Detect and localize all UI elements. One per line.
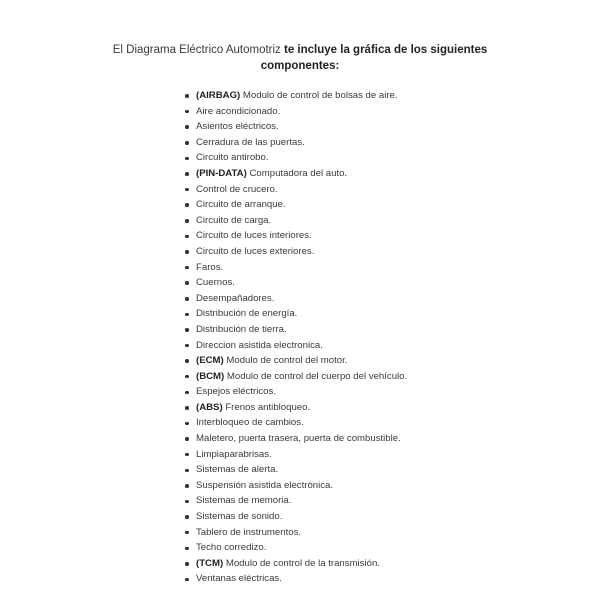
component-list-item	[183, 260, 407, 276]
component-list-item	[183, 135, 407, 151]
component-list-item	[183, 478, 407, 494]
bullet-icon	[185, 110, 189, 114]
component-code: (AIRBAG)	[196, 90, 241, 101]
bullet-icon	[185, 157, 189, 161]
bullet-icon	[185, 359, 189, 363]
component-name: Circuito de luces interiores.	[196, 230, 312, 242]
component-list-item	[183, 228, 407, 244]
bullet-icon	[185, 547, 189, 551]
component-code: (ECM)	[196, 355, 224, 367]
bullet-icon	[185, 94, 189, 98]
bullet-icon	[185, 235, 189, 239]
component-list-item	[183, 353, 407, 369]
bullet-icon	[185, 375, 189, 379]
bullet-icon	[185, 484, 189, 488]
bullet-icon	[185, 281, 189, 285]
bullet-icon	[185, 172, 189, 176]
component-name: Modulo de control de la transmisión.	[223, 557, 380, 569]
component-list-item	[183, 525, 407, 541]
bullet-icon	[185, 203, 189, 207]
component-name: Frenos antibloqueo.	[222, 401, 311, 413]
component-name: Ventanas eléctricas.	[196, 573, 282, 585]
component-list-item	[183, 400, 407, 416]
component-list-item	[183, 182, 407, 198]
component-code: (ABS)	[196, 401, 223, 413]
bullet-icon	[185, 531, 189, 535]
component-list-item	[183, 322, 407, 338]
component-name: Modulo de control del cuerpo del vehículo.	[224, 370, 408, 382]
bullet-icon	[185, 562, 189, 566]
component-name: Sistemas de memoria.	[196, 495, 292, 507]
component-list-item	[183, 384, 407, 400]
component-list-item	[183, 166, 407, 182]
component-name: Circuito de arranque.	[196, 199, 286, 211]
bullet-icon	[185, 266, 189, 270]
bullet-icon	[185, 313, 189, 317]
bullet-icon	[185, 297, 189, 301]
component-name: Techo corredizo.	[196, 542, 267, 554]
bullet-icon	[185, 515, 189, 519]
component-list-item	[183, 462, 407, 478]
bullet-icon	[185, 125, 189, 129]
component-list-item	[183, 291, 407, 307]
intro-heading	[90, 42, 510, 74]
bullet-icon	[185, 219, 189, 223]
component-list-item	[183, 338, 407, 354]
component-list-item	[183, 540, 407, 556]
component-name: Desempañadores.	[196, 292, 275, 304]
component-name: Limpiaparabrisas.	[196, 448, 272, 460]
component-name: Distribución de tierra.	[196, 323, 287, 335]
bullet-icon	[185, 188, 189, 192]
component-list-item	[183, 556, 407, 572]
bullet-icon	[185, 344, 189, 348]
bullet-icon	[185, 437, 189, 441]
component-name: Aire acondicionado.	[196, 105, 281, 117]
component-list-item	[183, 493, 407, 509]
bullet-icon	[185, 141, 189, 145]
component-list-item	[183, 244, 407, 260]
component-name: Computadora del auto.	[246, 167, 348, 179]
component-name: Espejos eléctricos.	[196, 386, 276, 398]
bullet-icon	[185, 500, 189, 504]
component-list-item	[183, 447, 407, 463]
component-list-item	[183, 150, 407, 166]
bullet-icon	[185, 453, 189, 457]
bullet-icon	[185, 469, 189, 473]
bullet-icon	[185, 250, 189, 254]
component-list-item	[183, 104, 407, 120]
component-name: Tablero de instrumentos.	[196, 526, 302, 538]
component-list-item	[183, 509, 407, 525]
component-list-item	[183, 275, 407, 291]
component-list-item	[183, 431, 407, 447]
component-list-item	[183, 306, 407, 322]
component-name: Sistemas de sonido.	[196, 511, 283, 523]
component-name: Suspensión asistida electrónica.	[196, 479, 334, 491]
component-name: Circuito antirobo.	[196, 152, 269, 164]
component-list-item	[183, 197, 407, 213]
component-list-item	[183, 415, 407, 431]
component-code: (PIN-DATA)	[196, 167, 247, 179]
intro-strong-text: te incluye la gráfica de los siguientes componentes:	[260, 44, 488, 72]
component-name: Direccion asistida electronica.	[196, 339, 323, 351]
bullet-icon	[185, 391, 189, 395]
component-name: Modulo de control del motor.	[223, 355, 348, 367]
intro-text: El Diagrama Eléctrico Automotriz	[112, 44, 285, 56]
bullet-icon	[185, 406, 189, 410]
component-list-item	[183, 88, 407, 104]
component-name: Faros.	[196, 261, 224, 273]
component-name: Maletero, puerta trasera, puerta de combustible.	[196, 433, 401, 445]
component-list-item	[183, 119, 407, 135]
component-code: (TCM)	[196, 557, 224, 569]
bullet-icon	[185, 328, 189, 332]
bullet-icon	[185, 422, 189, 426]
component-list-item	[183, 571, 407, 587]
component-list-item	[183, 213, 407, 229]
bullet-icon	[185, 578, 189, 582]
component-name: Cerradura de las puertas.	[196, 136, 305, 148]
component-name: Distribución de energía.	[196, 308, 298, 320]
component-name: Sistemas de alerta.	[196, 464, 279, 476]
component-name: Interbloqueo de cambios.	[196, 417, 304, 429]
component-name: Modulo de control de bolsas de aire.	[240, 90, 398, 101]
component-name: Asientos eléctricos.	[196, 121, 279, 133]
component-name: Circuito de carga.	[196, 214, 272, 226]
component-name: Circuito de luces exteriores.	[196, 245, 315, 257]
component-name: Control de crucero.	[196, 183, 278, 195]
component-code: (BCM)	[196, 370, 225, 382]
component-list-item	[183, 369, 407, 385]
component-list	[183, 88, 407, 587]
component-name: Cuernos.	[196, 277, 235, 289]
